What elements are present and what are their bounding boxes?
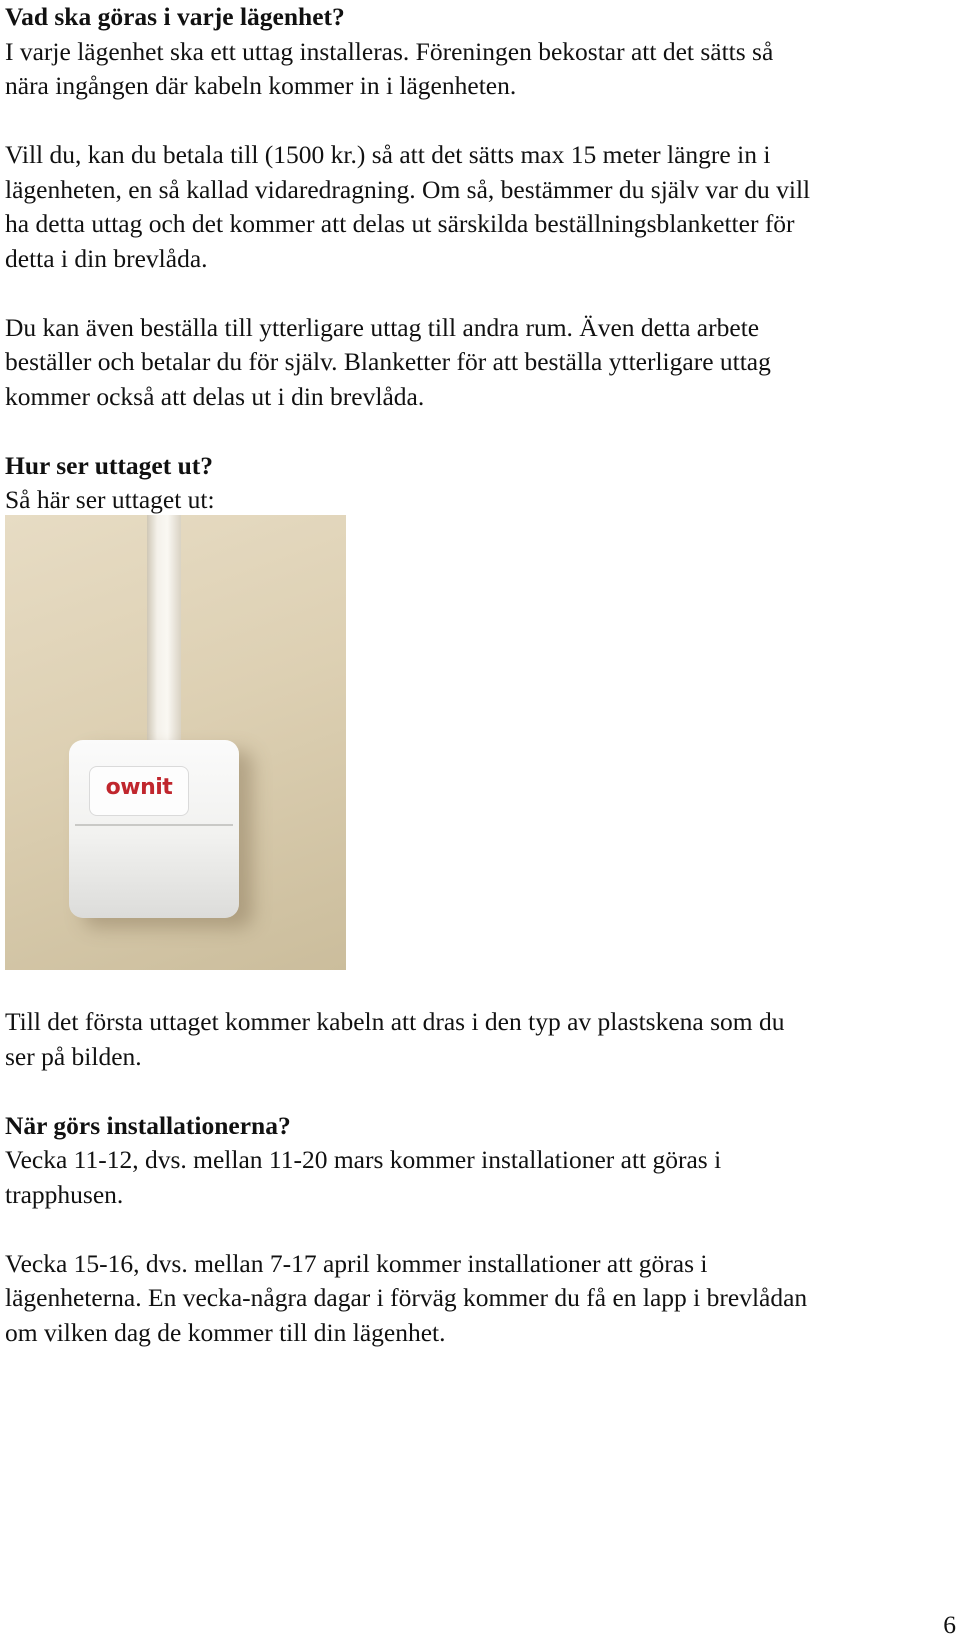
page-number: 6 [943, 1610, 956, 1639]
ownit-logo [89, 766, 189, 816]
paragraph-line: lägenheten, en så kallad vidaredragning. Om så, bestämmer du själv var du vill [5, 174, 811, 204]
document-page-lower [5, 1005, 950, 1350]
paragraph-line: ha detta uttag och det kommer att delas ut särskilda beställningsblanketter för [5, 209, 795, 238]
photo-caption-line: Till det första uttaget kommer kabeln att dras i den typ av plastskena som du [5, 1007, 785, 1036]
paragraph-line: beställer och betalar du för själv. Blanketter för att beställa ytterligare uttag [5, 347, 771, 376]
paragraph-line: nära ingången där kabeln kommer in i lägenheten. [5, 71, 517, 100]
paragraph-line: I varje lägenhet ska ett uttag installeras. Föreningen bekostar att det sätts så [5, 36, 774, 66]
heading-when-installations: När görs installationerna? [5, 1110, 291, 1140]
paragraph-line: Vecka 15-16, dvs. mellan 7-17 april kommer installationer att göras i [5, 1248, 708, 1278]
photo-caption-line: ser på bilden. [5, 1041, 142, 1071]
paragraph-line: om vilken dag de kommer till din lägenhet. [5, 1317, 446, 1347]
paragraph-line: Du kan även beställa till ytterligare uttag till andra rum. Även detta arbete [5, 312, 760, 342]
paragraph-line: Vill du, kan du betala till (1500 kr.) så att det sätts max 15 meter längre in i [5, 140, 771, 169]
plastic-cable-rail [147, 515, 181, 745]
outlet-photo [5, 515, 346, 970]
logo-text: ownit [105, 775, 173, 800]
paragraph-line: kommer också att delas ut i din brevlåda. [5, 381, 425, 411]
outlet-seam [75, 824, 233, 826]
document-page [5, 0, 950, 518]
paragraph-line: Vecka 11-12, dvs. mellan 11-20 mars kommer installationer att göras i [5, 1145, 722, 1174]
network-outlet-box [69, 740, 239, 918]
paragraph-line: lägenheterna. En vecka-några dagar i förväg kommer du få en lapp i brevlådan [5, 1283, 808, 1312]
heading-outlet-look: Hur ser uttaget ut? [5, 450, 213, 480]
photo-intro: Så här ser uttaget ut: [5, 485, 215, 514]
heading-what-in-apartment: Vad ska göras i varje lägenhet? [5, 2, 345, 31]
paragraph-line: detta i din brevlåda. [5, 243, 208, 273]
paragraph-line: trapphusen. [5, 1179, 124, 1209]
